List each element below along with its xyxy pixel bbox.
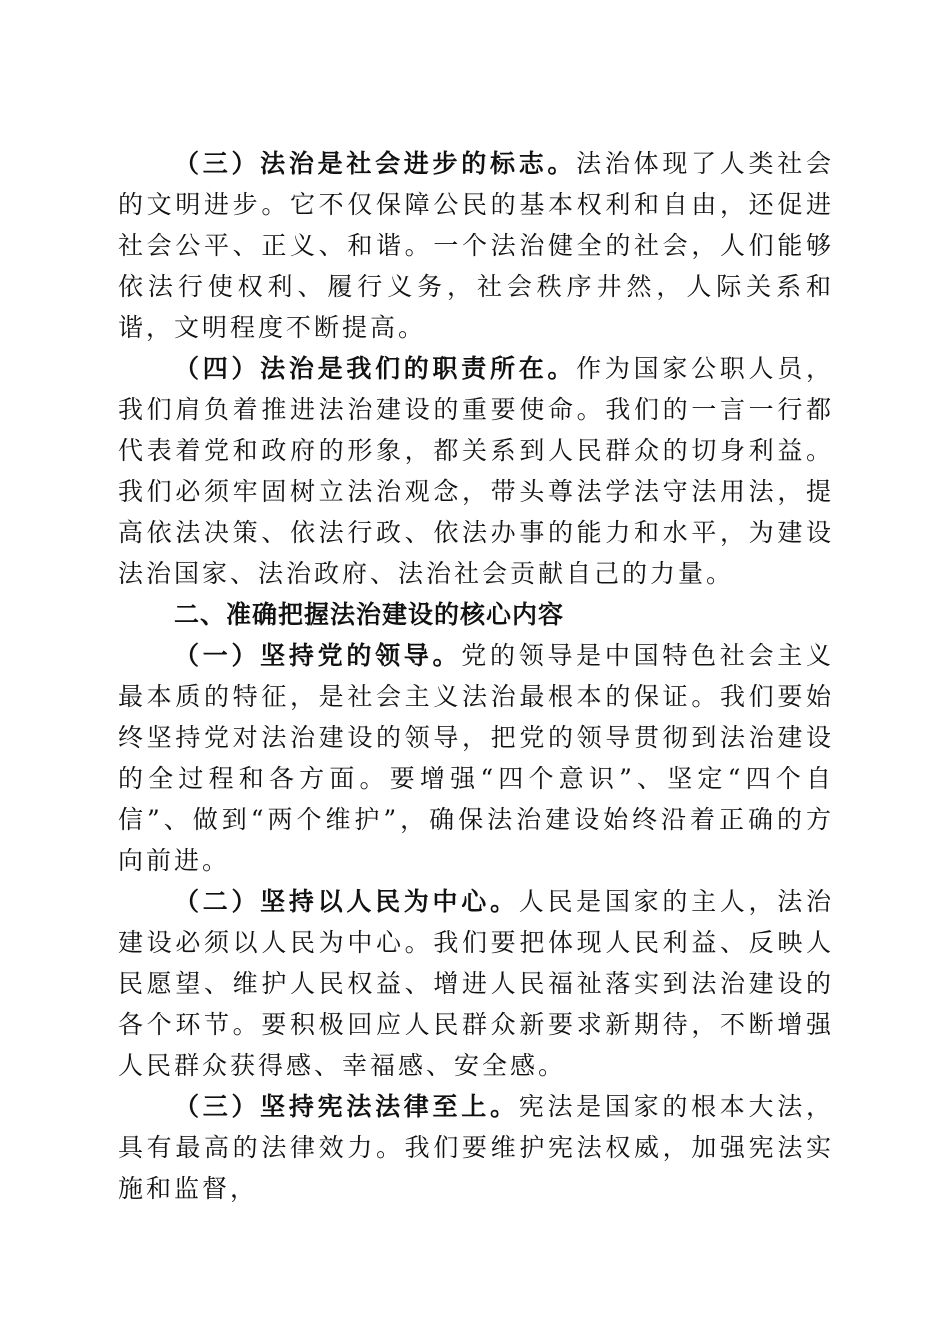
paragraph-lead: （四）法治是我们的职责所在。 <box>174 354 577 383</box>
paragraph-party-leadership <box>118 635 834 881</box>
paragraph-text: 法治体现了人类社会的文明进步。它不仅保障公民的基本权利和自由，还促进社会公平、正义、和谐。一个法治健全的社会，人们能够依法行使权利、履行义务，社会秩序井然，人际关系和谐，文明程度不断提高。 <box>118 149 834 342</box>
paragraph-lead: （三）法治是社会进步的标志。 <box>174 149 577 178</box>
document-body <box>118 143 834 1209</box>
paragraph-text: 党的领导是中国特色社会主义最本质的特征，是社会主义法治最根本的保证。我们要始终坚持党对法治建设的领导，把党的领导贯彻到法治建设的全过程和各方面。要增强“四个意识”、坚定“四个自信”、做到“两个维护”，确保法治建设始终沿着正确的方向前进。 <box>118 641 834 875</box>
paragraph-lead: （三）坚持宪法法律至上。 <box>174 1092 519 1121</box>
paragraph-text: 作为国家公职人员，我们肩负着推进法治建设的重要使命。我们的一言一行都代表着党和政府的形象，都关系到人民群众的切身利益。我们必须牢固树立法治观念，带头尊法学法守法用法，提高依法决策、依法行政、依法办事的能力和水平，为建设法治国家、法治政府、法治社会贡献自己的力量。 <box>118 354 834 588</box>
paragraph-text: 宪法是国家的根本大法，具有最高的法律效力。我们要维护宪法权威，加强宪法实施和监督， <box>118 1092 834 1203</box>
section-heading: 二、准确把握法治建设的核心内容 <box>174 600 565 629</box>
paragraph-our-duty <box>118 348 834 594</box>
paragraph-rule-of-law-progress <box>118 143 834 348</box>
paragraph-text: 人民是国家的主人，法治建设必须以人民为中心。我们要把体现人民利益、反映人民愿望、维护人民权益、增进人民福祉落实到法治建设的各个环节。要积极回应人民群众新要求新期待，不断增强人民群众获得感、幸福感、安全感。 <box>118 887 834 1080</box>
paragraph-constitution-supremacy <box>118 1086 834 1209</box>
paragraph-people-centered <box>118 881 834 1086</box>
paragraph-lead: （二）坚持以人民为中心。 <box>174 887 519 916</box>
paragraph-lead: （一）坚持党的领导。 <box>174 641 462 670</box>
